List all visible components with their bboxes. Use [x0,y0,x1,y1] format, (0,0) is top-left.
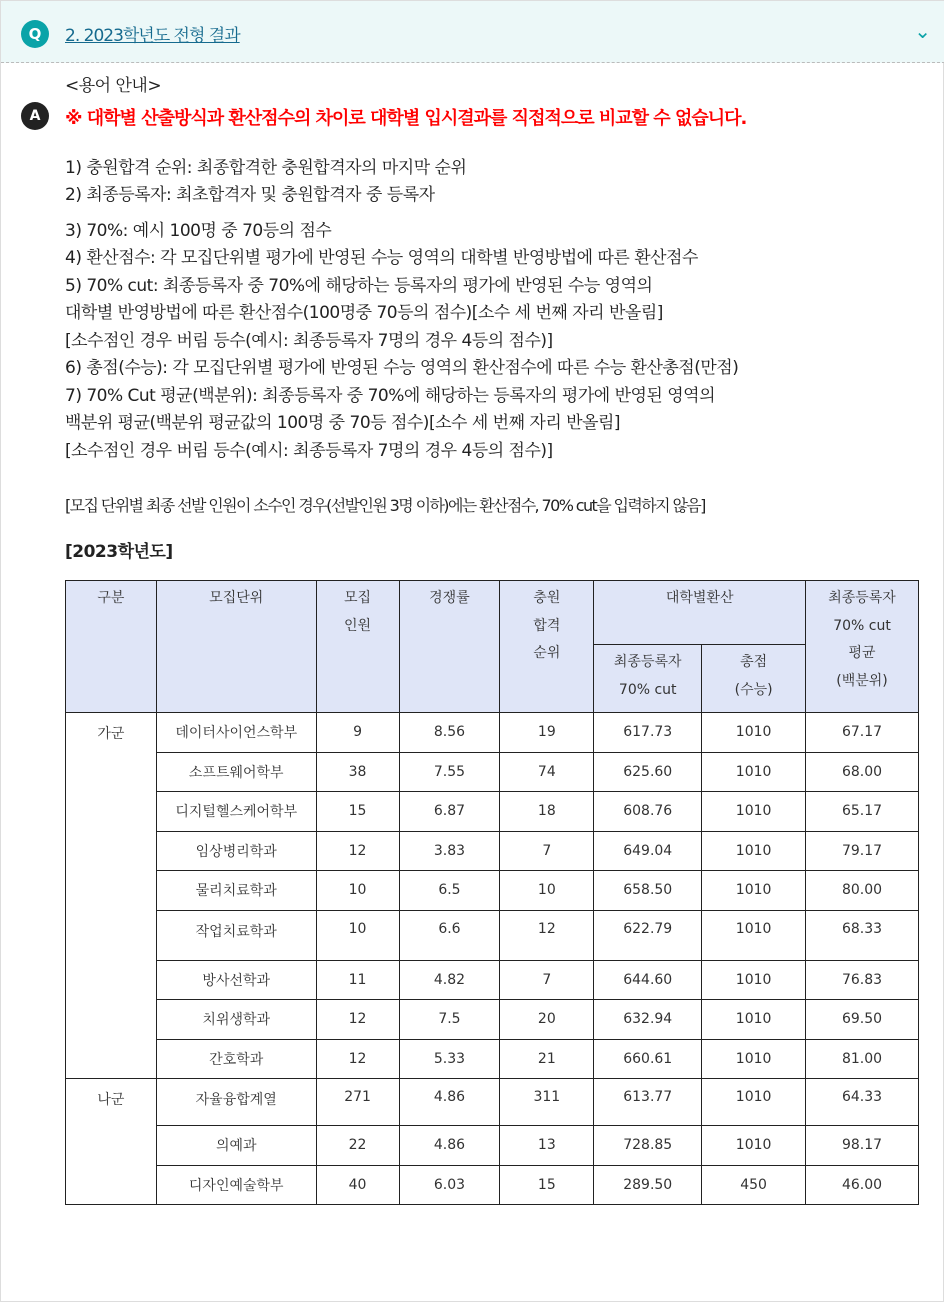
term-guide-line: 1) 충원합격 순위: 최종합격한 충원합격자의 마지막 순위 [65,157,467,178]
percentile-avg: 79.17 [806,831,919,871]
year-title: [2023학년도] [65,542,173,562]
competition-ratio: 4.86 [399,1079,500,1126]
header-cut: 최종등록자 70% cut [594,645,702,713]
total-score: 1010 [702,713,806,753]
unit-name: 작업치료학과 [156,910,316,960]
table-row [66,1000,919,1040]
cut-score: 649.04 [594,831,702,871]
table-row [66,752,919,792]
question-icon: Q [21,20,49,48]
quota: 38 [316,752,399,792]
unit-name: 의예과 [156,1126,316,1166]
percentile-avg: 64.33 [806,1079,919,1126]
term-guide-line: 대학별 반영방법에 따른 환산점수(100명중 70등의 점수)[소수 세 번째 자리 반올림] [65,303,663,323]
answer-icon: A [21,102,49,130]
term-guide-line: 3) 70%: 예시 100명 중 70등의 점수 [65,220,332,241]
quota: 10 [316,910,399,960]
quota: 11 [316,960,399,1000]
competition-ratio: 5.33 [399,1039,500,1079]
percentile-avg: 69.50 [806,1000,919,1040]
table-row [66,871,919,911]
cut-score: 625.60 [594,752,702,792]
cut-score: 608.76 [594,792,702,832]
percentile-avg: 68.33 [806,910,919,960]
percentile-avg: 65.17 [806,792,919,832]
header-conversion: 대학별환산 [594,581,806,645]
question-title-link[interactable]: 2. 2023학년도 전형 결과 [65,26,240,46]
table-row [66,1126,919,1166]
waitlist-rank: 19 [500,713,594,753]
waitlist-rank: 7 [500,831,594,871]
question-header[interactable] [1,1,944,63]
note-text: [모집 단위별 최종 선발 인원이 소수인 경우(선발인원 3명 이하)에는 환산점수, 70% cut을 입력하지 않음] [65,496,705,515]
table-row [66,831,919,871]
competition-ratio: 4.86 [399,1126,500,1166]
table-row [66,1165,919,1205]
cut-score: 617.73 [594,713,702,753]
quota: 10 [316,871,399,911]
unit-name: 디자인예술학부 [156,1165,316,1205]
competition-ratio: 6.6 [399,910,500,960]
quota: 22 [316,1126,399,1166]
waitlist-rank: 311 [500,1079,594,1126]
waitlist-rank: 18 [500,792,594,832]
term-guide-line: [소수점인 경우 버림 등수(예시: 최종등록자 7명의 경우 4등의 점수)] [65,440,553,461]
competition-ratio: 6.5 [399,871,500,911]
cut-score: 660.61 [594,1039,702,1079]
table-row [66,960,919,1000]
percentile-avg: 81.00 [806,1039,919,1079]
group-cell: 가군 [66,713,157,1079]
term-guide-line: [소수점인 경우 버림 등수(예시: 최종등록자 7명의 경우 4등의 점수)] [65,330,553,351]
unit-name: 방사선학과 [156,960,316,1000]
cut-score: 613.77 [594,1079,702,1126]
admission-results-table [65,580,919,1205]
competition-ratio: 6.03 [399,1165,500,1205]
cut-score: 632.94 [594,1000,702,1040]
header-ratio: 경쟁률 [399,581,500,713]
header-group: 구분 [66,581,157,713]
total-score: 1010 [702,1079,806,1126]
table-row [66,1039,919,1079]
total-score: 1010 [702,910,806,960]
percentile-avg: 46.00 [806,1165,919,1205]
waitlist-rank: 20 [500,1000,594,1040]
quota: 12 [316,1000,399,1040]
term-guide-line: 4) 환산점수: 각 모집단위별 평가에 반영된 수능 영역의 대학별 반영방법에 따른 환산점수 [65,248,698,268]
header-quota: 모집 인원 [316,581,399,713]
group-cell: 나군 [66,1079,157,1205]
quota: 15 [316,792,399,832]
competition-ratio: 7.55 [399,752,500,792]
cut-score: 622.79 [594,910,702,960]
competition-ratio: 8.56 [399,713,500,753]
term-guide-list [65,155,925,466]
cut-score: 658.50 [594,871,702,911]
unit-name: 치위생학과 [156,1000,316,1040]
competition-ratio: 6.87 [399,792,500,832]
table-row [66,792,919,832]
waitlist-rank: 7 [500,960,594,1000]
guide-title: <용어 안내> [65,76,162,96]
percentile-avg: 67.17 [806,713,919,753]
cut-score: 728.85 [594,1126,702,1166]
warning-text: ※ 대학별 산출방식과 환산점수의 차이로 대학별 입시결과를 직접적으로 비교할 수 없습니다. [65,107,747,129]
quota: 9 [316,713,399,753]
total-score: 1010 [702,1039,806,1079]
quota: 40 [316,1165,399,1205]
unit-name: 데이터사이언스학부 [156,713,316,753]
total-score: 1010 [702,752,806,792]
unit-name: 간호학과 [156,1039,316,1079]
answer-content [65,73,925,563]
total-score: 1010 [702,792,806,832]
quota: 271 [316,1079,399,1126]
percentile-avg: 80.00 [806,871,919,911]
total-score: 1010 [702,1000,806,1040]
chevron-down-icon[interactable]: ⌄ [914,19,931,43]
total-score: 1010 [702,871,806,911]
waitlist-rank: 21 [500,1039,594,1079]
total-score: 1010 [702,1126,806,1166]
quota: 12 [316,831,399,871]
header-percentile: 최종등록자 70% cut 평균 (백분위) [806,581,919,713]
unit-name: 임상병리학과 [156,831,316,871]
competition-ratio: 3.83 [399,831,500,871]
term-guide-line: 6) 총점(수능): 각 모집단위별 평가에 반영된 수능 영역의 환산점수에 따른 수능 환산총점(만점) [65,358,739,378]
unit-name: 디지털헬스케어학부 [156,792,316,832]
waitlist-rank: 74 [500,752,594,792]
competition-ratio: 7.5 [399,1000,500,1040]
waitlist-rank: 13 [500,1126,594,1166]
percentile-avg: 76.83 [806,960,919,1000]
term-guide-line: 백분위 평균(백분위 평균값의 100명 중 70등 점수)[소수 세 번째 자리 반올림] [65,413,621,433]
quota: 12 [316,1039,399,1079]
header-unit: 모집단위 [156,581,316,713]
term-guide-line: 7) 70% Cut 평균(백분위): 최종등록자 중 70%에 해당하는 등록자의 평가에 반영된 영역의 [65,385,715,406]
term-guide-line: 2) 최종등록자: 최초합격자 및 충원합격자 중 등록자 [65,185,435,205]
percentile-avg: 98.17 [806,1126,919,1166]
waitlist-rank: 15 [500,1165,594,1205]
header-total: 총점 (수능) [702,645,806,713]
unit-name: 물리치료학과 [156,871,316,911]
cut-score: 289.50 [594,1165,702,1205]
table-row [66,910,919,960]
total-score: 1010 [702,831,806,871]
unit-name: 소프트웨어학부 [156,752,316,792]
percentile-avg: 68.00 [806,752,919,792]
cut-score: 644.60 [594,960,702,1000]
header-rank: 충원 합격 순위 [500,581,594,713]
waitlist-rank: 10 [500,871,594,911]
table-row [66,1079,919,1126]
total-score: 450 [702,1165,806,1205]
table-row [66,713,919,753]
term-guide-line: 5) 70% cut: 최종등록자 중 70%에 해당하는 등록자의 평가에 반영된 수능 영역의 [65,275,653,296]
total-score: 1010 [702,960,806,1000]
unit-name: 자율융합계열 [156,1079,316,1126]
competition-ratio: 4.82 [399,960,500,1000]
waitlist-rank: 12 [500,910,594,960]
